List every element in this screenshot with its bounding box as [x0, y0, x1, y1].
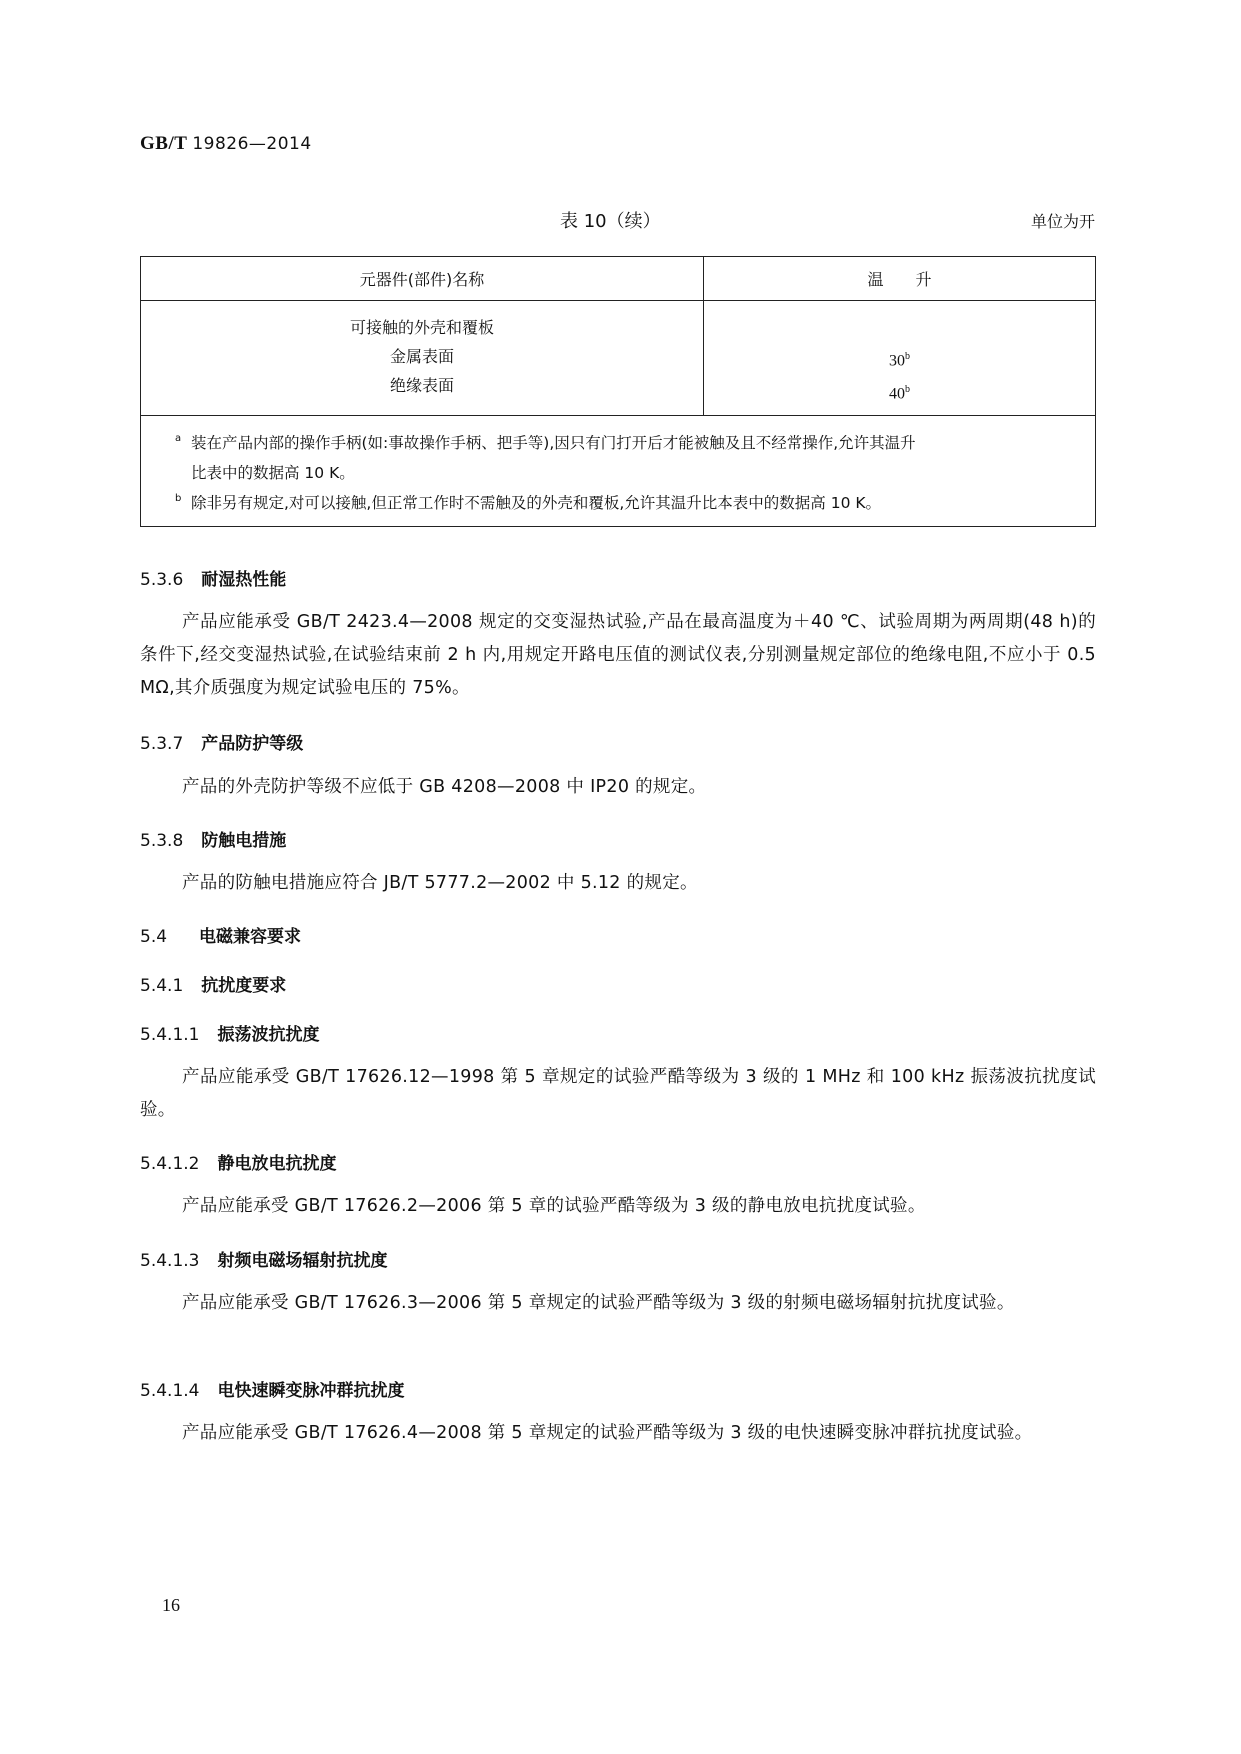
table-note: b 除非另有规定,对可以接触,但正常工作时不需触及的外壳和覆板,允许其温升比本表中的数据高 10 K。	[175, 492, 882, 512]
section-heading: 5.4.1 抗扰度要求	[140, 976, 287, 996]
table-note: a 装在产品内部的操作手柄(如:事故操作手柄、把手等),因只有门打开后才能被触及且不经常操作,允许其温升 比表中的数据高 10 K。	[175, 432, 916, 482]
std-code: GB/T	[140, 133, 188, 154]
component-name-cell	[141, 301, 704, 416]
page-number: 16	[162, 1595, 180, 1615]
section-paragraph: 产品应能承受 GB/T 2423.4—2008 规定的交变湿热试验,产品在最高温度为＋40 ℃、试验周期为两周期(48 h)的条件下,经交变湿热试验,在试验结束前 2 h 内,用规定开路电压值的测试仪表,分别测量规定部位的绝缘电阻,不应小于 0.5 MΩ,其介质强度为规定试验电压的 75%。	[140, 612, 1096, 698]
section-paragraph: 产品应能承受 GB/T 17626.2—2006 第 5 章的试验严酷等级为 3 级的静电放电抗扰度试验。	[182, 1196, 926, 1216]
row-value: 30$^b$	[889, 351, 910, 370]
column-header-rise: 温 升	[704, 257, 1096, 301]
section-heading: 5.4.1.1 振荡波抗扰度	[140, 1025, 320, 1045]
section-heading: 5.3.6 耐湿热性能	[140, 570, 287, 590]
std-number: 19826—2014	[192, 134, 312, 154]
section-heading: 5.3.8 防触电措施	[140, 831, 287, 851]
section-paragraph: 产品的外壳防护等级不应低于 GB 4208—2008 中 IP20 的规定。	[182, 777, 707, 797]
column-header-name: 元器件(部件)名称	[141, 257, 704, 301]
temperature-rise-cell	[704, 301, 1096, 416]
section-heading: 5.3.7 产品防护等级	[140, 734, 304, 754]
group-title: 可接触的外壳和覆板	[349, 318, 494, 337]
row-name: 绝缘表面	[389, 376, 454, 395]
row-value: 40$^b$	[889, 384, 910, 403]
table-header-row	[141, 257, 1096, 301]
section-paragraph: 产品的防触电措施应符合 JB/T 5777.2—2002 中 5.12 的规定。	[182, 873, 698, 893]
section-heading: 5.4.1.3 射频电磁场辐射抗扰度	[140, 1251, 388, 1271]
section-heading: 5.4.1.4 电快速瞬变脉冲群抗扰度	[140, 1381, 405, 1401]
table-notes-row	[141, 415, 1096, 526]
section-heading: 5.4 电磁兼容要求	[140, 927, 302, 947]
table-notes	[141, 415, 1096, 526]
section-paragraph: 产品应能承受 GB/T 17626.4—2008 第 5 章规定的试验严酷等级为 3 级的电快速瞬变脉冲群抗扰度试验。	[182, 1423, 1033, 1443]
row-name: 金属表面	[389, 347, 454, 366]
section-paragraph: 产品应能承受 GB/T 17626.3—2006 第 5 章规定的试验严酷等级为 3 级的射频电磁场辐射抗扰度试验。	[182, 1293, 1015, 1313]
temperature-rise-table	[140, 256, 1096, 527]
section-heading: 5.4.1.2 静电放电抗扰度	[140, 1154, 337, 1174]
section-paragraph: 产品应能承受 GB/T 17626.12—1998 第 5 章规定的试验严酷等级为 3 级的 1 MHz 和 100 kHz 振荡波抗扰度试验。	[140, 1067, 1096, 1120]
table-unit: 单位为开	[1030, 212, 1095, 231]
standard-header	[140, 133, 312, 155]
table-caption: 表 10（续）	[560, 211, 661, 232]
table-row	[141, 301, 1096, 416]
